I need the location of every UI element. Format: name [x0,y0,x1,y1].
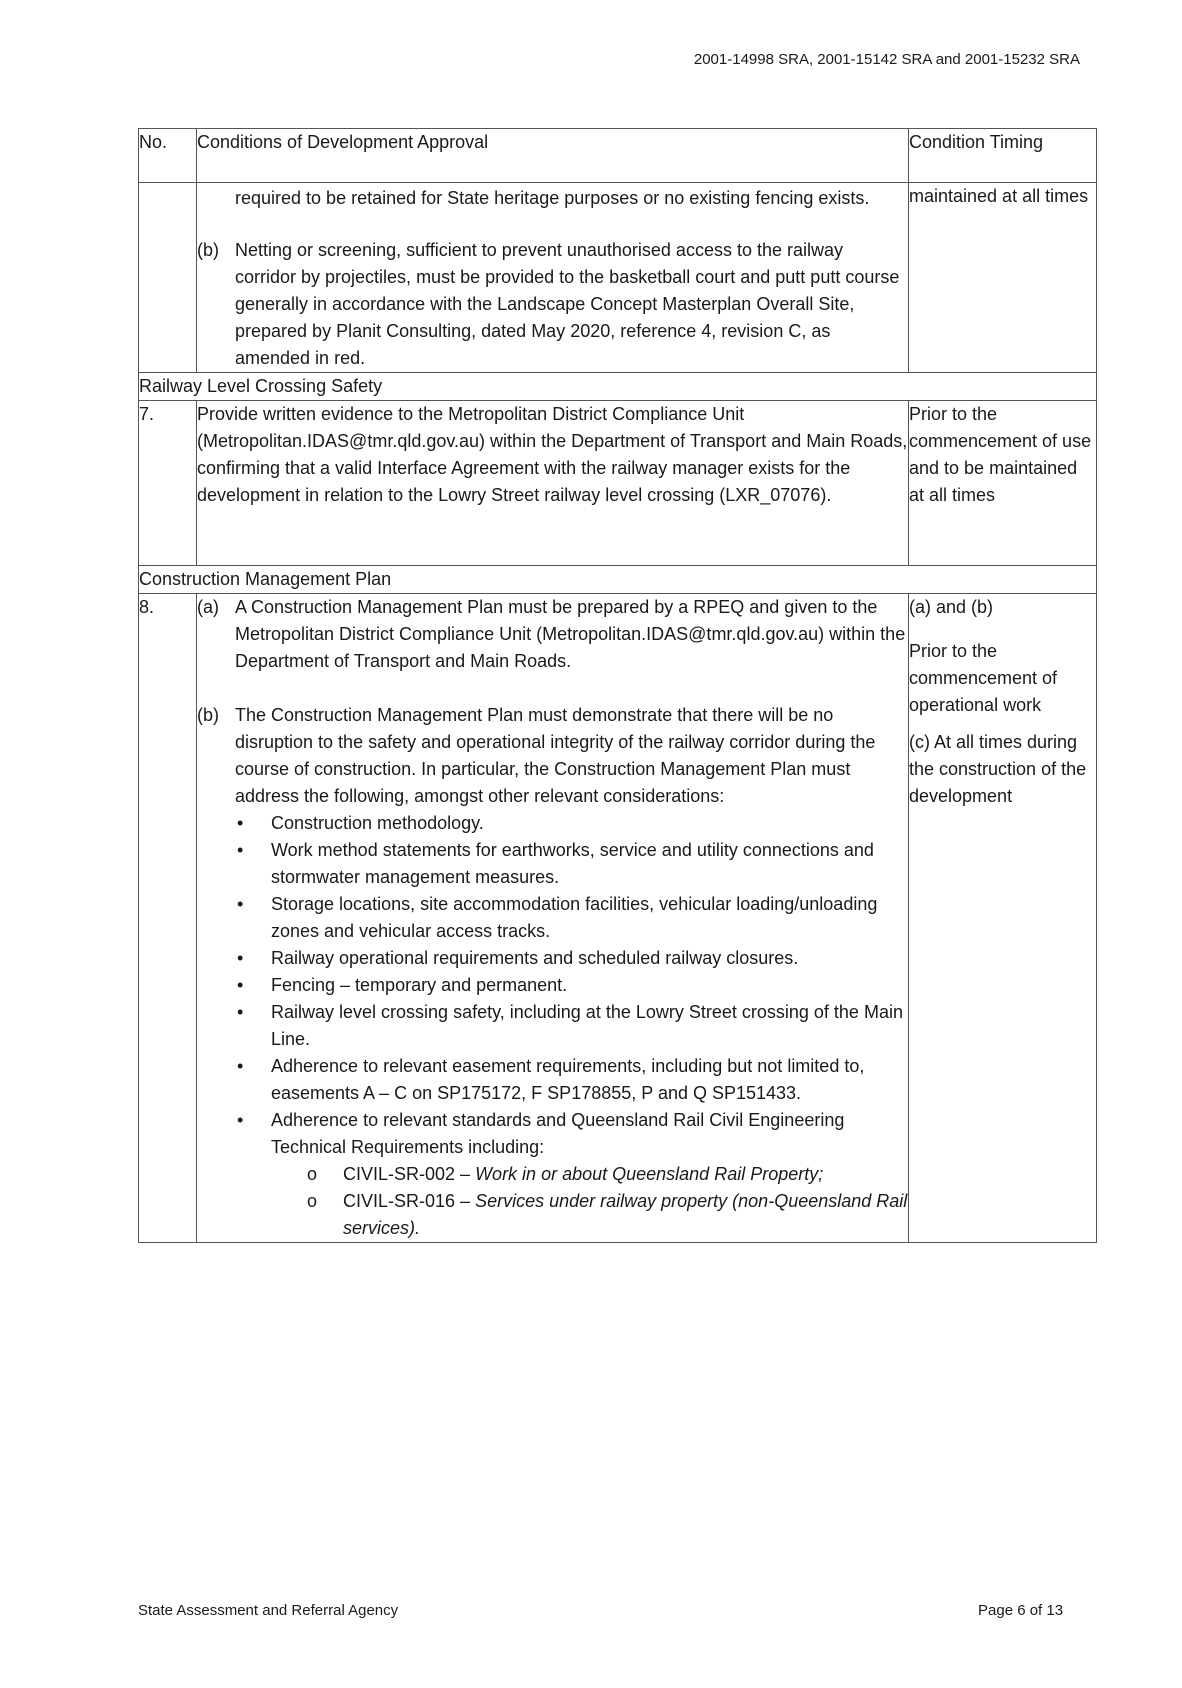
list-item [235,945,908,972]
list-item-text: Railway operational requirements and scheduled railway closures. [271,948,799,968]
timing-text: maintained at all times [909,186,1089,206]
standard-title: Services under railway property (non-Queensland Rail services). [343,1191,908,1238]
list-item [235,972,908,999]
standard-code: CIVIL-SR-016 – [343,1191,476,1211]
condition-timing: Prior to the commencement of use and to be maintained at all times [909,401,1097,566]
timing-c-text: (c) At all times during the construction of the development [909,732,1087,806]
sub-bullet-icon: o [307,1164,318,1184]
list-item [235,837,908,891]
para-text: Netting or screening, sufficient to prevent unauthorised access to the railway corridor by projectiles, must be provided to the basketball court and putt putt course generally in accordance with the Landscape Concept Masterplan Overall Site, prepared by Planit Consulting, dated May 2020, reference 4, revision C, as amended in red. [235,240,900,368]
table-row [139,594,1097,1243]
bullet-icon: • [237,894,244,914]
conditions-table [138,128,1097,1243]
bullet-icon: • [237,975,244,995]
para-text: A Construction Management Plan must be prepared by a RPEQ and given to the Metropolitan District Compliance Unit (Metropolitan.IDAS@tmr.qld.gov.au) within the Department of Transport and Main Roads. [235,597,906,671]
bullet-list-wrapper [197,810,908,1242]
para-label: (b) [197,240,219,260]
bullet-icon: • [237,1110,244,1130]
section-heading-railway: Railway Level Crossing Safety [139,373,1097,401]
condition-para-a [197,594,908,675]
bullet-icon: • [237,1002,244,1022]
list-item-text: Adherence to relevant easement requirements, including but not limited to, easements A – C on SP175172, F SP178855, P and Q SP151433. [271,1056,865,1103]
table-row [139,401,1097,566]
list-item-text: Storage locations, site accommodation facilities, vehicular loading/unloading zones and vehicular access tracks. [271,894,878,941]
bullet-icon: • [237,1056,244,1076]
footer-page-number: Page 6 of 13 [978,1602,1064,1619]
document-reference: 2001-14998 SRA, 2001-15142 SRA and 2001-15232 SRA [693,51,1080,68]
list-item-text: Railway level crossing safety, including at the Lowry Street crossing of the Main Line. [271,1002,903,1049]
condition-number-cell [139,183,197,373]
condition-para-b [197,237,908,372]
para-label: (a) [197,597,219,617]
table-header-row [139,129,1097,183]
list-item [235,1053,908,1107]
para-text: The Construction Management Plan must demonstrate that there will be no disruption to the safety and operational integrity of the railway corridor during the course of construction. In particular, the Construction Management Plan must address the following, amongst other relevant considerations: [235,705,876,806]
list-item-text: Work method statements for earthworks, service and utility connections and stormwater management measures. [271,840,874,887]
bullet-list [235,810,908,1161]
condition-timing-cell [909,183,1097,373]
sub-list-item [271,1161,908,1188]
bullet-icon: • [237,840,244,860]
section-row [139,373,1097,401]
condition-text: Provide written evidence to the Metropolitan District Compliance Unit (Metropolitan.IDAS@tmr.qld.gov.au) within the Department of Transport and Main Roads, confirming that a valid Interface Agreement with the railway manager exists for the development in relation to the Lowry Street railway level crossing (LXR_07076). [197,401,909,566]
condition-continued-text: required to be retained for State heritage purposes or no existing fencing exists. [235,188,870,208]
table-row [139,183,1097,373]
bullet-icon: • [237,813,244,833]
list-item [235,999,908,1053]
footer-agency: State Assessment and Referral Agency [138,1602,399,1619]
condition-text-cell [197,594,909,1243]
bullet-icon: • [237,948,244,968]
sub-list-item [271,1188,908,1242]
section-heading-construction: Construction Management Plan [139,566,1097,594]
list-item [235,810,908,837]
para-label: (b) [197,705,219,725]
condition-number: 7. [139,401,197,566]
condition-para-b [197,702,908,810]
timing-ab-label: (a) and (b) [909,597,994,617]
timing-ab-text: Prior to the commencement of operational work [909,641,1058,715]
header-timing: Condition Timing [909,129,1097,183]
section-row [139,566,1097,594]
condition-number: 8. [139,594,197,1243]
list-item-text: Construction methodology. [271,813,484,833]
sub-bullet-list [235,1161,908,1242]
header-conditions: Conditions of Development Approval [197,129,909,183]
list-item [235,891,908,945]
list-item-text: Fencing – temporary and permanent. [271,975,568,995]
standard-title: Work in or about Queensland Rail Property; [475,1164,824,1184]
standard-code: CIVIL-SR-002 – [343,1164,476,1184]
condition-timing-cell [909,594,1097,1243]
list-item-text: Adherence to relevant standards and Queensland Rail Civil Engineering Technical Requirements including: [271,1110,845,1157]
sub-bullet-icon: o [307,1191,318,1211]
header-no: No. [139,129,197,183]
list-item [235,1107,908,1161]
condition-text-cell [197,183,909,373]
